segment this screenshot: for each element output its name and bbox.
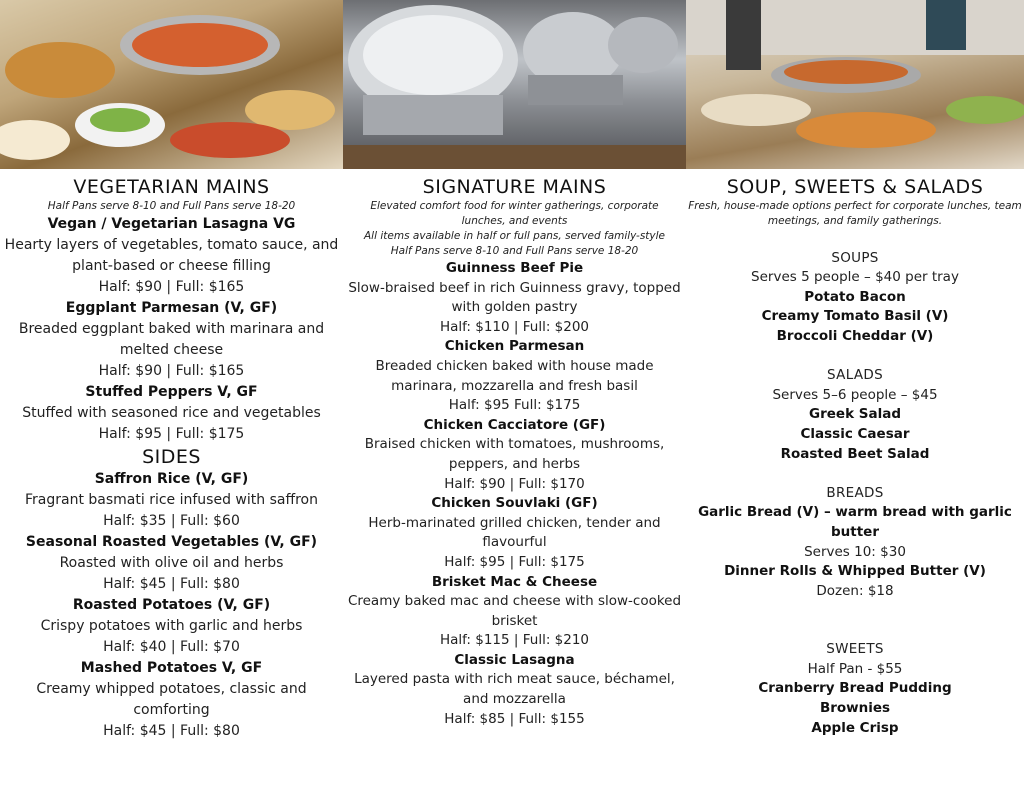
item-price: Half: $45 | Full: $80 <box>103 723 240 739</box>
item-description: Breaded eggplant baked with marinara and melted cheese <box>18 321 325 358</box>
item-description: Roasted with olive oil and herbs <box>59 555 284 571</box>
soup-sweets-note: Fresh, house-made options perfect for corporate lunches, team meetings, and family gatherings. <box>688 200 1022 227</box>
item-name: Mashed Potatoes V, GF <box>80 660 263 676</box>
buffet-spread-illustration <box>0 0 343 169</box>
vegetarian-mains-heading: VEGETARIAN MAINS <box>73 176 270 198</box>
bread-item: Dinner Rolls & Whipped Butter (V) <box>724 563 986 580</box>
sweets-heading: SWEETS <box>826 641 884 658</box>
soup-item: Broccoli Cheddar (V) <box>776 327 934 344</box>
salad-item: Greek Salad <box>809 406 901 423</box>
item-description: Creamy whipped potatoes, classic and comforting <box>36 681 307 718</box>
item-price: Half: $45 | Full: $80 <box>103 576 240 592</box>
soup-item: Creamy Tomato Basil (V) <box>761 308 949 325</box>
item-price: Half: $90 | Full: $165 <box>98 363 245 379</box>
menu-item <box>2 532 341 595</box>
item-description: Braised chicken with tomatoes, mushrooms, peppers, and herbs <box>364 436 665 472</box>
signature-mains-heading: SIGNATURE MAINS <box>422 176 607 198</box>
item-price: Half: $90 | Full: $165 <box>98 279 245 295</box>
item-name: Guinness Beef Pie <box>445 260 584 276</box>
menu-item <box>347 337 682 415</box>
menu-item <box>2 298 341 382</box>
buffet-line-photo <box>686 0 1024 169</box>
menu-item <box>2 595 341 658</box>
soup-item: Potato Bacon <box>804 288 906 305</box>
photo-banner <box>0 0 1024 169</box>
item-price: Half: $95 | Full: $175 <box>444 553 585 570</box>
sweet-item: Cranberry Bread Pudding <box>758 680 952 697</box>
item-description: Fragrant basmati rice infused with saffron <box>25 492 318 508</box>
item-name: Chicken Parmesan <box>444 338 585 355</box>
item-name: Eggplant Parmesan (V, GF) <box>65 300 278 316</box>
item-price: Half: $110 | Full: $200 <box>439 318 590 335</box>
signature-note-2: All items available in half or full pans, served family-style <box>364 230 665 242</box>
item-description: Breaded chicken baked with house made marinara, mozzarella and fresh basil <box>375 357 654 394</box>
salad-item: Classic Caesar <box>800 425 910 442</box>
item-price: Half: $115 | Full: $210 <box>439 632 590 649</box>
chafing-dishes-photo <box>343 0 686 169</box>
breads-heading: BREADS <box>826 484 884 501</box>
item-name: Seasonal Roasted Vegetables (V, GF) <box>25 534 318 550</box>
soups-heading: SOUPS <box>831 249 879 266</box>
bread-item-price: Dozen: $18 <box>816 582 894 599</box>
bread-item: Garlic Bread (V) – warm bread with garlic butter <box>698 504 1012 540</box>
item-description: Stuffed with seasoned rice and vegetables <box>22 405 321 421</box>
item-description: Herb-marinated grilled chicken, tender and flavourful <box>368 514 661 551</box>
menu-item <box>347 651 682 729</box>
menu-item <box>347 573 682 651</box>
item-name: Saffron Rice (V, GF) <box>94 471 249 487</box>
item-price: Half: $95 Full: $175 <box>448 397 581 414</box>
soup-sweets-salads-column <box>686 169 1024 742</box>
salads-serves: Serves 5–6 people – $45 <box>772 386 938 403</box>
menu-item <box>347 494 682 572</box>
item-name: Chicken Souvlaki (GF) <box>431 495 598 512</box>
item-name: Classic Lasagna <box>454 651 575 668</box>
menu-item <box>2 469 341 532</box>
item-description: Slow-braised beef in rich Guinness gravy, topped with golden pastry <box>348 279 681 316</box>
signature-note-3: Half Pans serve 8-10 and Full Pans serve 18-20 <box>390 245 639 257</box>
item-name: Chicken Cacciatore (GF) <box>423 416 606 433</box>
buffet-line-illustration <box>686 0 1024 169</box>
item-name: Brisket Mac & Cheese <box>431 573 598 590</box>
item-price: Half: $40 | Full: $70 <box>103 639 240 655</box>
item-description: Crispy potatoes with garlic and herbs <box>40 618 303 634</box>
bread-item-price: Serves 10: $30 <box>804 543 906 560</box>
item-description: Layered pasta with rich meat sauce, béchamel, and mozzarella <box>354 671 675 708</box>
item-price: Half: $35 | Full: $60 <box>103 513 240 529</box>
menu-item <box>347 259 682 337</box>
vegetarian-sides-column <box>0 169 343 742</box>
item-name: Vegan / Vegetarian Lasagna VG <box>47 216 296 232</box>
buffet-spread-photo <box>0 0 343 169</box>
item-price: Half: $85 | Full: $155 <box>444 710 585 727</box>
item-name: Stuffed Peppers V, GF <box>85 384 258 400</box>
menu-item <box>2 658 341 742</box>
vegetarian-serving-note: Half Pans serve 8-10 and Full Pans serve 18-20 <box>47 200 296 212</box>
sweets-serves: Half Pan - $55 <box>807 660 903 677</box>
item-name: Roasted Potatoes (V, GF) <box>72 597 271 613</box>
menu-item <box>2 214 341 298</box>
soups-serves: Serves 5 people – $40 per tray <box>751 269 959 286</box>
menu-item <box>347 416 682 494</box>
signature-mains-column <box>343 169 686 742</box>
item-description: Creamy baked mac and cheese with slow-cooked brisket <box>347 593 682 629</box>
soup-sweets-salads-heading: SOUP, SWEETS & SALADS <box>726 176 984 198</box>
signature-note-1: Elevated comfort food for winter gatherings, corporate lunches, and events <box>370 200 659 227</box>
chafing-dishes-illustration <box>343 0 686 169</box>
salads-heading: SALADS <box>827 367 883 384</box>
sides-heading: SIDES <box>142 446 201 468</box>
item-price: Half: $90 | Full: $170 <box>444 475 585 492</box>
item-description: Hearty layers of vegetables, tomato sauce, and plant-based or cheese filling <box>4 237 339 274</box>
salad-item: Roasted Beet Salad <box>780 445 930 462</box>
sweet-item: Brownies <box>819 700 891 717</box>
menu-item <box>2 382 341 445</box>
item-price: Half: $95 | Full: $175 <box>98 426 245 442</box>
sweet-item: Apple Crisp <box>811 719 899 736</box>
